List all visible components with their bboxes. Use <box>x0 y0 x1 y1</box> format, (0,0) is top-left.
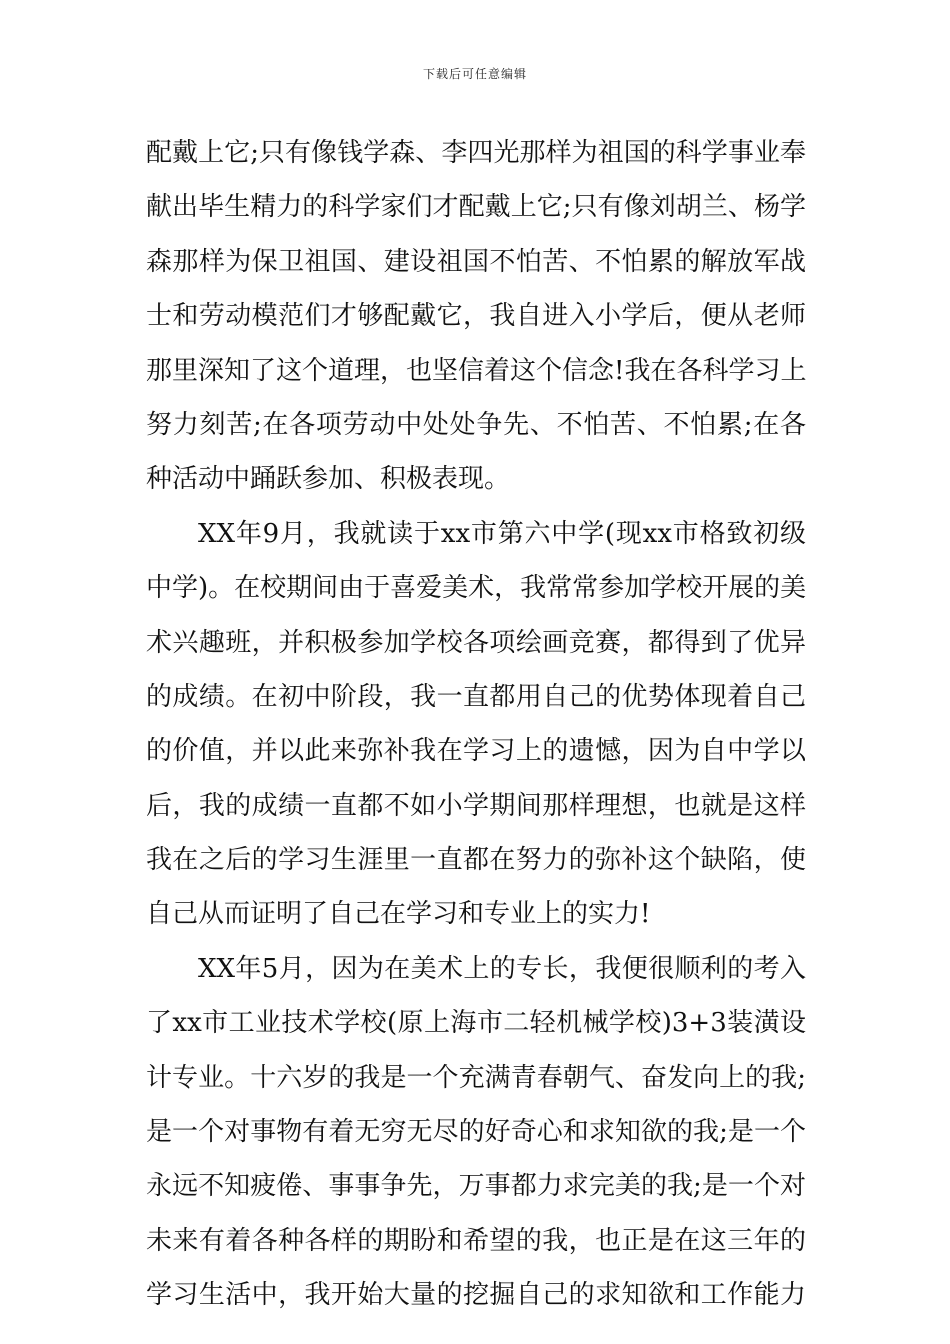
text-line: 种活动中踊跃参加、积极表现。 <box>146 464 511 495</box>
text-line: 了xx市工业技术学校(原上海市二轻机械学校)3+3装潢设 <box>146 1008 806 1039</box>
text-line: 献出毕生精力的科学家们才配戴上它;只有像刘胡兰、杨学 <box>146 192 806 223</box>
text-line: 的价值，并以此来弥补我在学习上的遗憾，因为自中学以 <box>146 736 806 767</box>
text-line: 努力刻苦;在各项劳动中处处争先、不怕苦、不怕累;在各 <box>146 409 806 440</box>
text-line: 学习生活中，我开始大量的挖掘自己的求知欲和工作能力 <box>146 1280 806 1311</box>
text-line: 计专业。十六岁的我是一个充满青春朝气、奋发向上的我; <box>146 1062 806 1093</box>
document-body <box>146 126 806 1323</box>
text-line: 是一个对事物有着无穷无尽的好奇心和求知欲的我;是一个 <box>146 1117 806 1148</box>
text-line: 的成绩。在初中阶段，我一直都用自己的优势体现着自己 <box>146 681 806 712</box>
text-line: 士和劳动模范们才够配戴它，我自进入小学后，便从老师 <box>146 301 806 332</box>
paragraph-first-line: XX年9月，我就读于xx市第六中学(现xx市格致初级 <box>198 518 806 549</box>
text-line: 后，我的成绩一直都不如小学期间那样理想，也就是这样 <box>146 790 806 821</box>
text-line: 自己从而证明了自己在学习和专业上的实力! <box>146 899 651 930</box>
text-line: 永远不知疲倦、事事争先，万事都力求完美的我;是一个对 <box>146 1171 806 1202</box>
paragraph-first-line: XX年5月，因为在美术上的专长，我便很顺利的考入 <box>198 953 806 984</box>
text-line: 配戴上它;只有像钱学森、李四光那样为祖国的科学事业奉 <box>146 138 806 168</box>
text-line: 我在之后的学习生涯里一直都在努力的弥补这个缺陷，使 <box>146 845 806 876</box>
text-line: 中学)。在校期间由于喜爱美术，我常常参加学校开展的美 <box>146 573 806 604</box>
page-header: 下载后可任意编辑 <box>422 67 527 81</box>
text-line: 森那样为保卫祖国、建设祖国不怕苦、不怕累的解放军战 <box>146 246 806 277</box>
text-line: 那里深知了这个道理，也坚信着这个信念!我在各科学习上 <box>146 355 806 386</box>
text-line: 术兴趣班，并积极参加学校各项绘画竞赛，都得到了优异 <box>146 627 806 658</box>
text-line: 未来有着各种各样的期盼和希望的我，也正是在这三年的 <box>146 1225 806 1256</box>
